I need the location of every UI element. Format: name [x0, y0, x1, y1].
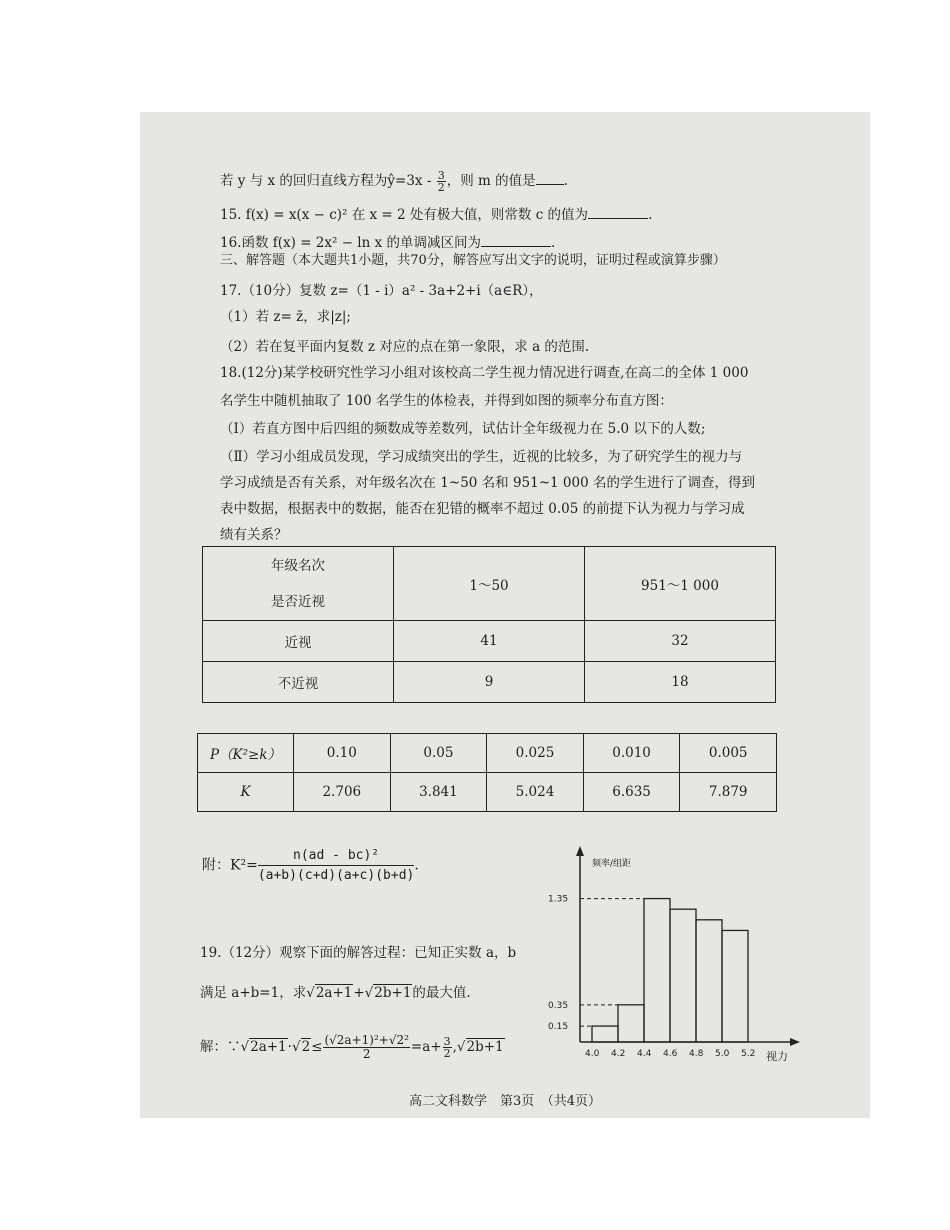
q14-tail: 若 y 与 x 的回归直线方程为ŷ=3x - $\frac{3}{2}$ ，则 m 的值是 . [220, 169, 568, 194]
exam-page [140, 112, 870, 1118]
x-axis-arrow [790, 1038, 800, 1046]
question-19-solution: 解：∵√2a+1·√2≤ $\frac{\text{(√2a+1)²+√2²}}{2}$ =a+ $\frac{3}{2}$ ,√2b+1 [200, 1033, 504, 1061]
table-row: K 2.706 3.841 5.024 6.635 7.879 [198, 773, 777, 812]
y-tick-label: 0.15 [548, 1022, 569, 1033]
question-17-part1: （1）若 z= z̄，求|z|; [220, 309, 351, 325]
histogram-bar [670, 909, 696, 1042]
y-tick-label: 1.35 [548, 894, 569, 905]
question-15: 15. f(x) = x(x − c)² 在 x = 2 处有极大值，则常数 c 的值为 . [220, 207, 653, 223]
y-axis-label: 频率/组距 [592, 859, 632, 869]
page-footer: 高二文科数学 第3页 （共4页） [408, 1094, 602, 1109]
question-19-line1: 19.（12分）观察下面的解答过程：已知正实数 a，b [200, 945, 517, 961]
question-18-line5: 学习成绩是否有关系，对年级名次在 1~50 名和 951~1 000 名的学生进行了调查，得到 [220, 475, 755, 491]
question-17-part2: （2）若在复平面内复数 z 对应的点在第一象限，求 a 的范围. [220, 339, 590, 355]
histogram-bar [696, 920, 722, 1042]
x-tick-label: 4.0 [585, 1049, 600, 1059]
section-3-heading: 三、解答题（本大题共1小题，共70分，解答应写出文字的说明，证明过程或演算步骤） [220, 253, 726, 268]
x-tick-label: 5.0 [715, 1049, 730, 1059]
myopia-contingency-table [202, 546, 776, 703]
histogram-bar [644, 899, 670, 1042]
question-18-line1: 18.(12分)某学校研究性学习小组对该校高二学生视力情况进行调查,在高二的全体 1 000 [220, 365, 749, 381]
x-tick-label: 4.2 [611, 1049, 626, 1059]
histogram-bar [592, 1026, 618, 1042]
answer-blank[interactable] [536, 172, 564, 185]
question-18-line6: 表中数据，根据表中的数据，能否在犯错的概率不超过 0.05 的前提下认为视力与学习成 [220, 501, 745, 517]
question-18-line2: 名学生中随机抽取了 100 名学生的体检表，并得到如图的频率分布直方图： [220, 393, 673, 409]
critical-value-table [197, 733, 777, 812]
question-17-stem: 17.（10分）复数 z=（1 - i）a² - 3a+2+i（a∈R）， [220, 283, 543, 299]
table-header-cell: 年级名次 是否近视 [203, 547, 394, 621]
question-16: 16.函数 f(x) = 2x² − ln x 的单调减区间为 . [220, 235, 556, 251]
question-19-line2: 满足 a+b=1，求√2a+1+√2b+1的最大值. [200, 985, 471, 1001]
vision-frequency-histogram [548, 842, 810, 1063]
question-18-line7: 绩有关系？ [220, 527, 288, 543]
question-18-line4: （Ⅱ）学习小组成员发现，学习成绩突出的学生，近视的比较多，为了研究学生的视力与 [220, 449, 743, 465]
y-tick-label: 0.35 [548, 1000, 569, 1011]
table-row: 近视 41 32 [203, 621, 776, 662]
answer-blank[interactable] [588, 206, 648, 219]
y-axis-arrow [576, 846, 584, 856]
x-tick-label: 5.2 [741, 1049, 756, 1059]
histogram-bar [722, 930, 748, 1042]
answer-blank[interactable] [481, 234, 551, 247]
x-tick-label: 4.4 [637, 1049, 652, 1059]
x-axis-label: 视力 [766, 1050, 788, 1063]
table-row: P（K²≥k） 0.10 0.05 0.025 0.010 0.005 [198, 734, 777, 773]
table-col-header: 1～50 [394, 547, 585, 621]
x-tick-label: 4.6 [663, 1049, 678, 1059]
k-squared-formula: 附：K²= $\frac{\text{n(ad - bc)²}}{(a+b)(c+d)(a+c)(b+d)}$ . [202, 848, 419, 883]
x-tick-label: 4.8 [689, 1049, 704, 1059]
histogram-bar [618, 1005, 644, 1042]
table-row: 不近视 9 18 [203, 662, 776, 703]
question-18-line3: （Ⅰ）若直方图中后四组的频数成等差数列，试估计全年级视力在 5.0 以下的人数; [220, 421, 706, 437]
table-col-header: 951～1 000 [585, 547, 776, 621]
